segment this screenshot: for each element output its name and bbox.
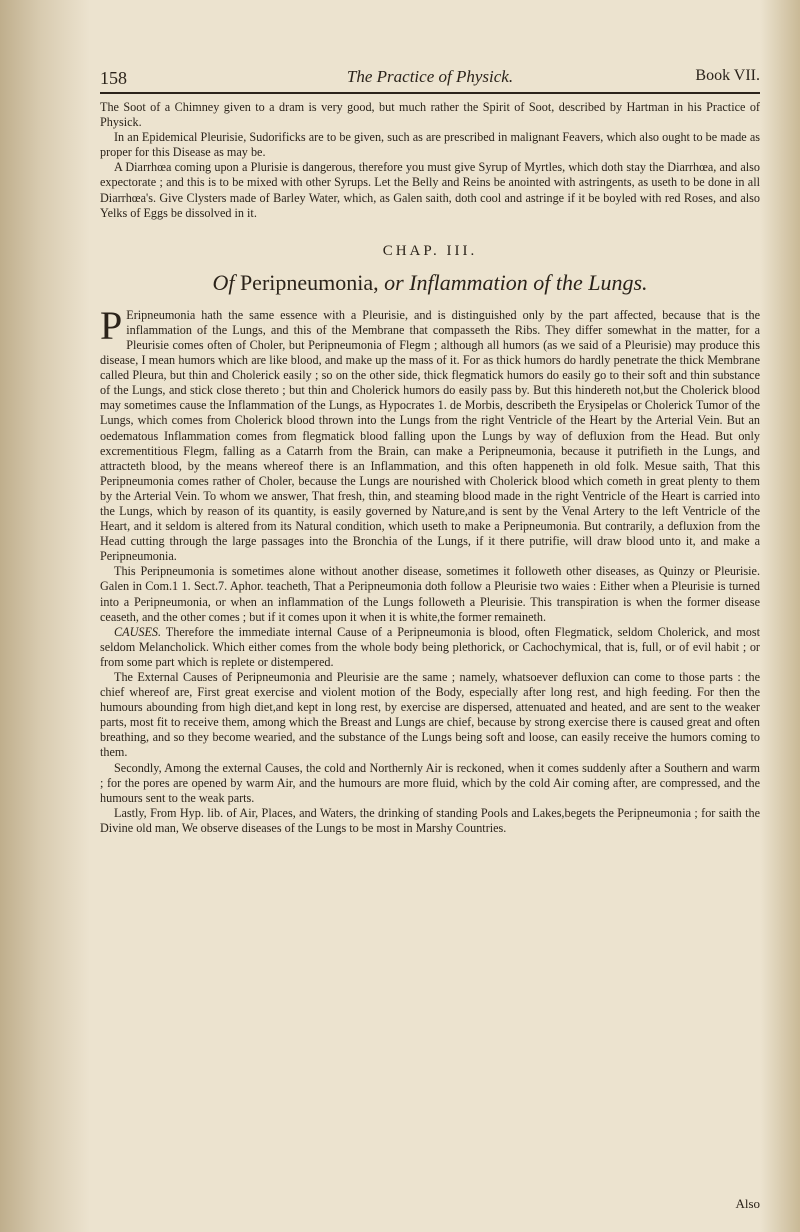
chapter-paragraph: Lastly, From Hyp. lib. of Air, Places, and Waters, the drinking of standing Pools and Lakes,begets the Peripneumonia ; for saith the Divine old man, We observe diseases of the Lungs to be most in Marshy Countries. bbox=[100, 805, 760, 835]
chapter-title-of: Of bbox=[212, 269, 235, 295]
causes-paragraph bbox=[100, 625, 760, 670]
chapter-title bbox=[100, 270, 760, 296]
page-header bbox=[100, 62, 760, 94]
chapter-title-main: Peripneumonia, bbox=[239, 269, 379, 295]
book-label: Book VII. bbox=[695, 67, 760, 84]
chapter-first-text: Eripneumonia hath the same essence with a Pleurisie, and is distinguished only by the part affected, because that is the inflammation of the Lungs, and this of the Membrane that compasseth the Ribs. They differ somewhat in the matter, for a Pleurisie comes often of Choler, but Peripneumonia of Flegm ; although all humors (as we said of a Pleurisie) may produce this disease, I mean humors which are like blood, and make up the mass of it. For as thick humors do hardly penetrate the thick Membrane called Pleura, but thin and Cholerick easily ; so on the other side, thick flegmatick humors do easily go to their soft and thin substance of the Lungs, and stick close thereto ; but thin and Cholerick humors do easily pass by. But this hindereth not,but the Cholerick blood may sometimes cause the Inflammation of the Lungs, as Hypocrates 1. de Morbis, describeth the Erysipelas or Cholerick Tumor of the Lungs, which comes from Cholerick blood thrown into the Lungs from the right Ventricle of the Heart by the Arterial Vein. But an oedematous Inflammation comes from flegmatick blood falling upon the Lungs by way of defluxion from the Head. But only excrementitious Flegm, falling as a Catarrh from the Brain, can make a Peripneumonia, because it putrifieth in the Lungs, and attracteth blood, by the means whereof there is an Inflammation, and this often happeneth in old folk. Mesue saith, That this Peripneumonia comes rather of Choler, because the Lungs are nourished with Cholerick blood which cometh in great plenty to them by the Arterial Vein. To whom we answer, That fresh, thin, and steaming blood made in the right Ventricle of the Heart is carried into the Lungs, which by reason of its quantity, is easily governed by Nature,and is sent by the Venal Artery to the left Ventricle of the Heart, and it seldom is altered from its Natural condition, which useth to make a Peripneumonia. But contrarily, a defluxion from the Head cutting through the large passages into the Bronchia of the Lungs, if it there putrifie, will draw blood unto it, and make a Peripneumonia. bbox=[100, 307, 760, 564]
chapter-paragraph bbox=[100, 302, 760, 565]
catchword: Also bbox=[735, 1196, 760, 1211]
causes-text: Therefore the immediate internal Cause of a Peripneumonia is blood, often Flegmatick, seldom Cholerick, and most seldom Melancholick. Which either comes from the whole body being plethorick, or Cachochymical, that is, full, or of evil habit ; or from some part which is replete or distempered. bbox=[100, 624, 760, 669]
chapter-paragraph: This Peripneumonia is sometimes alone without another disease, sometimes it followeth other diseases, as Quinzy or Pleurisie. Galen in Com.1 1. Sect.7. Aphor. teacheth, That a Peripneumonia doth follow a Pleurisie two waies : Either when a Pleurisie is turned into a Peripneumonia, or when an inflammation of the Lungs followeth a Pleurisie. This transpiration is when the former disease ceaseth, and the other comes ; but if it comes upon it when it is white,the former remaineth. bbox=[100, 564, 760, 624]
chapter-text bbox=[100, 302, 760, 836]
intro-text bbox=[100, 100, 760, 221]
intro-paragraph: The Soot of a Chimney given to a dram is very good, but much rather the Spirit of Soot, described by Hartman in his Practice of Physick. bbox=[100, 100, 760, 130]
chapter-label: CHAP. III. bbox=[382, 242, 478, 259]
intro-paragraph: In an Epidemical Pleurisie, Sudorificks are to be given, such as are prescribed in malignant Feavers, which also ought to be made as proper for this Disease as may be. bbox=[100, 130, 760, 160]
scan-shadow-right bbox=[760, 0, 800, 1232]
drop-cap: P bbox=[100, 302, 123, 348]
causes-label: CAUSES. bbox=[114, 624, 162, 639]
scan-shadow-left bbox=[0, 0, 90, 1232]
intro-paragraph: A Diarrhœa coming upon a Plurisie is dangerous, therefore you must give Syrup of Myrtles, which doth stay the Diarrhœa, and also expectorate ; and this is to be mixed with other Syrups. Let the Belly and Reins be anointed with astringents, as useth to be done in all Diarrhœa's. Give Clysters made of Barley Water, which, as Galen saith, doth cool and astringe if it be boyled with red Roses, and also Yelks of Eggs be dissolved in it. bbox=[100, 160, 760, 220]
page-number: 158 bbox=[100, 68, 127, 88]
chapter-paragraph: The External Causes of Peripneumonia and Pleurisie are the same ; namely, whatsoever defluxion can come to those parts : the chief whereof are, First great exercise and violent motion of the Body, especially after long rest, and high feeding. For then the humours abounding from high diet,and kept in long rest, by exercise are dispersed, attenuated and heated, and are sent to the weaker parts, most fit to receive them, among which the Breast and Lungs are chief, because by strong exercise there is caused great and often breathing, and so they become wearied, and the substance of the Lungs being soft and loose, can easily receive the humors coming to them. bbox=[100, 670, 760, 760]
running-head: The Practice of Physick. bbox=[346, 67, 514, 86]
chapter-paragraph: Secondly, Among the external Causes, the cold and Northernly Air is reckoned, when it comes suddenly after a Southern and warm ; for the pores are opened by warm Air, and the humours are more fluid, which by the cold Air coming after, are compressed, and the humours sent to the weak parts. bbox=[100, 760, 760, 805]
chapter-title-rest: or Inflammation of the Lungs. bbox=[384, 269, 648, 295]
book-page bbox=[100, 62, 760, 1212]
